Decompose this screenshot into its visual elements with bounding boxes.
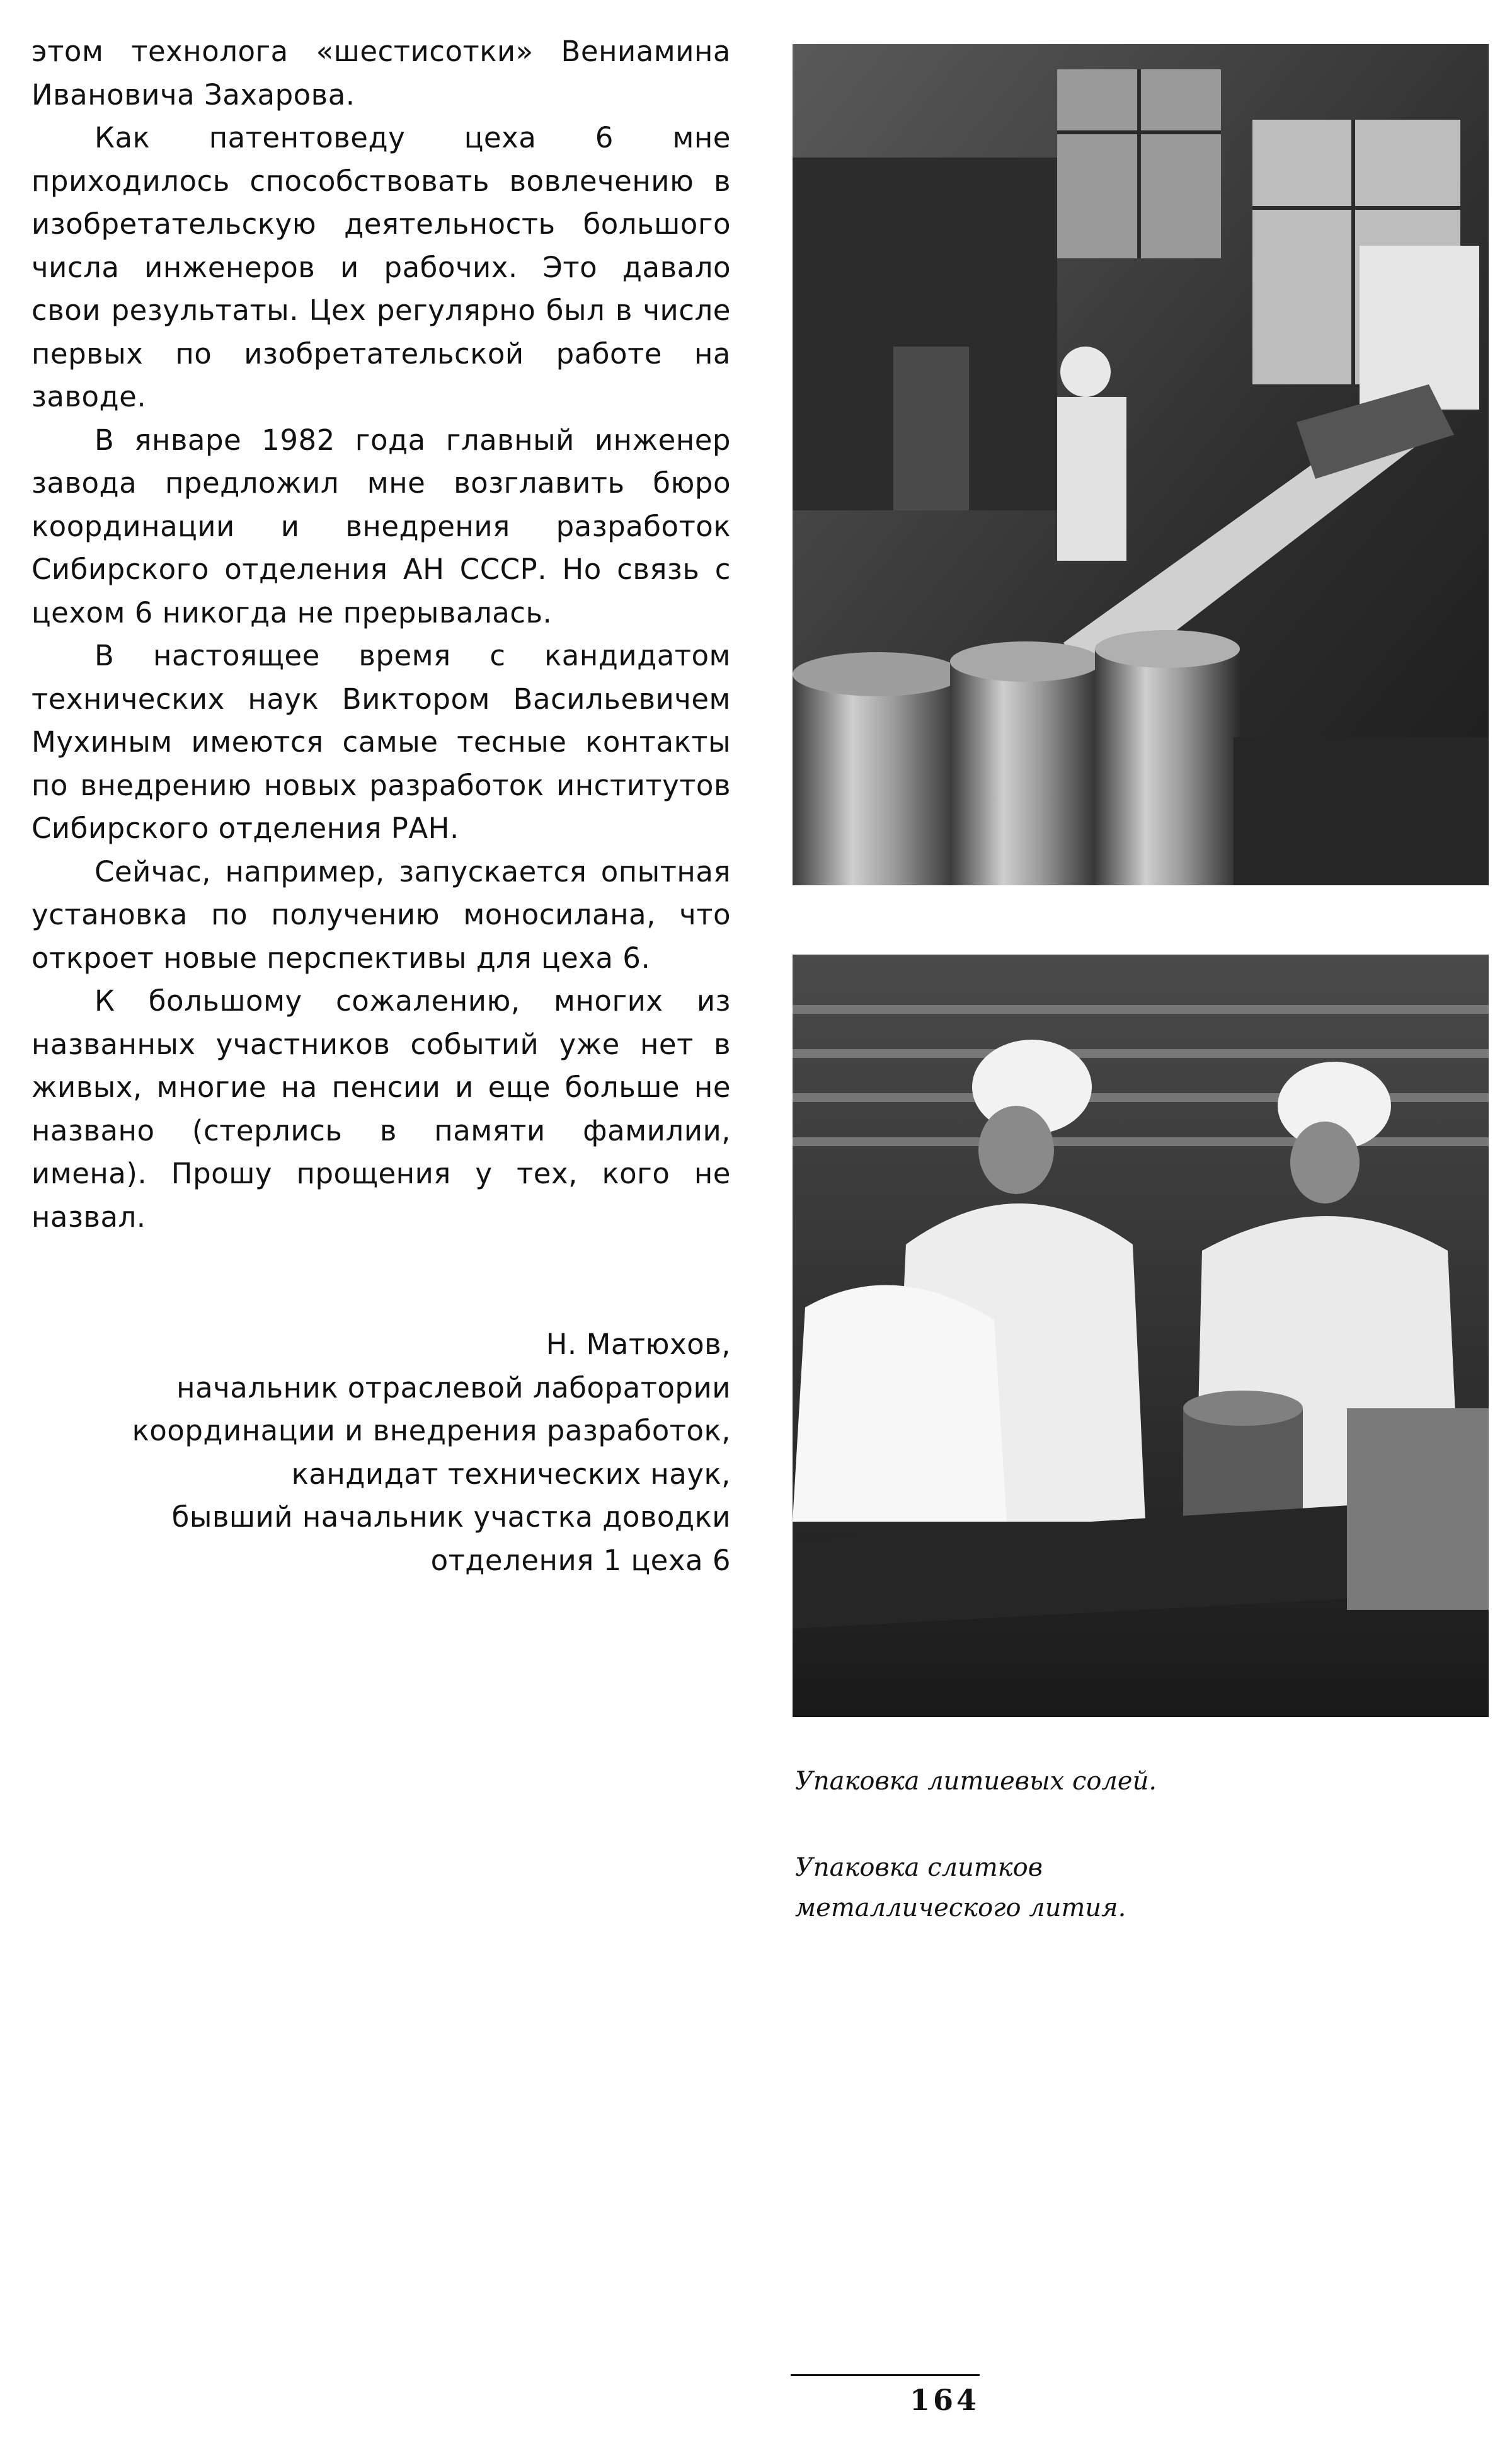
author-title-line-4: бывший начальник участка доводки [171,1500,731,1534]
factory-floor-photo [793,44,1489,885]
photo-caption-1: Упаковка литиевых солей. [795,1767,1157,1796]
author-title-line-1: начальник отраслевой лаборатории [176,1370,731,1404]
packing-workers-illustration [793,955,1489,1717]
author-title-line-3: кандидат технических наук, [291,1457,731,1491]
paragraph-1: этом технолога «шестисотки» Вениамина Ивановича Захарова. [32,35,731,112]
author-title-line-2: координации и внедрения разработок, [132,1414,731,1447]
paragraph-3: В январе 1982 года главный инженер завода предложил мне возглавить бюро координации и внедрения разработок Сибирского отделения АН СССР. Но связь с цехом 6 никогда не прерывалась. [32,423,731,629]
photo-caption-2: Упаковка слитков металлического лития. [795,1853,1126,1922]
author-name: Н. Матюхов, [546,1328,731,1361]
paragraph-5: Сейчас, например, запускается опытная установка по получению моносилана, что откроет новые перспективы для цеха 6. [32,854,731,975]
author-signature [32,1323,731,1582]
paragraph-6: К большому сожалению, многих из названных участников событий уже нет в живых, многие на пенсии и еще больше не названо (стерлись в памяти фамилии, имена). Прошу прощения у тех, кого не назвал. [32,984,731,1234]
footer-rule [791,2374,980,2376]
author-title-line-5: отделения 1 цеха 6 [430,1543,731,1577]
paragraph-2: Как патентоведу цеха 6 мне приходилось способствовать вовлечению в изобретательскую деятельность большого числа инженеров и рабочих. Это давало свои результаты. Цех регулярно был в числе первых по изобретательской работе на заводе. [32,121,731,413]
packing-workers-photo [793,955,1489,1717]
paragraph-4: В настоящее время с кандидатом технических наук Виктором Васильевичем Мухиным имеются самые тесные контакты по внедрению новых разработок институтов Сибирского отделения РАН. [32,639,731,845]
factory-floor-illustration [793,44,1489,885]
article-body [32,30,731,1239]
page-number: 164 [909,2383,980,2417]
